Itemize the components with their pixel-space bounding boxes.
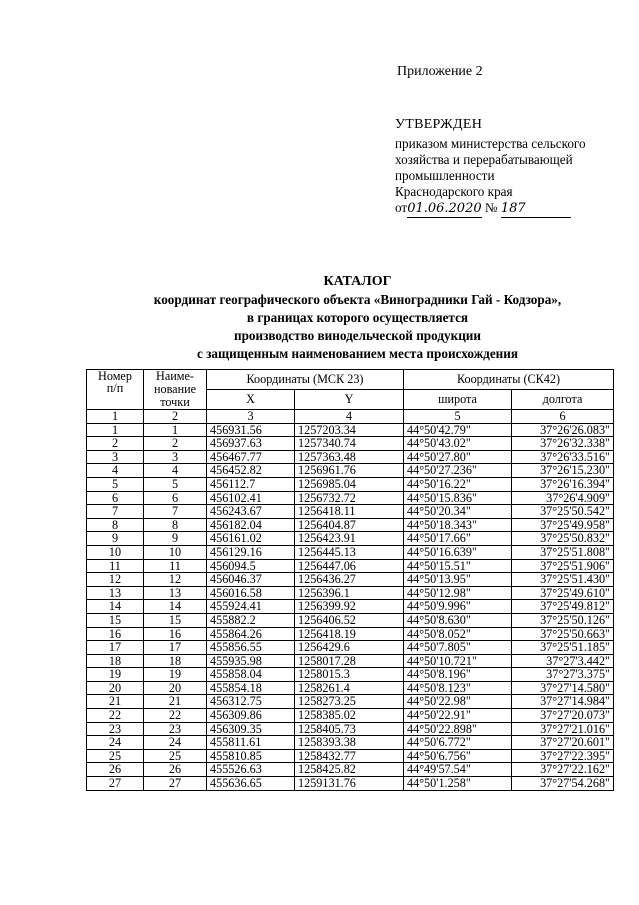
lon-cell: 37°26'16.394" — [512, 477, 614, 491]
number-prefix: № — [484, 200, 498, 215]
table-row — [87, 437, 614, 451]
point-name-cell: 1 — [144, 423, 207, 437]
y-cell: 1258432.77 — [295, 749, 404, 763]
lon-cell: 37°25'50.542" — [512, 505, 614, 519]
lon-cell: 37°27'3.442" — [512, 654, 614, 668]
lon-cell: 37°25'50.832" — [512, 532, 614, 546]
index-cell: 3 — [207, 410, 295, 424]
table-row — [87, 681, 614, 695]
lon-cell: 37°26'15.230" — [512, 464, 614, 478]
point-name-cell: 21 — [144, 695, 207, 709]
lon-cell: 37°25'51.185" — [512, 641, 614, 655]
lat-cell: 44°50'13.95" — [404, 573, 512, 587]
lon-cell: 37°27'22.395" — [512, 749, 614, 763]
x-cell: 456094.5 — [207, 559, 295, 573]
header-lat: широта — [404, 390, 512, 410]
row-number-cell: 20 — [87, 681, 144, 695]
point-name-cell: 4 — [144, 464, 207, 478]
lon-cell: 37°25'51.430" — [512, 573, 614, 587]
y-cell: 1256404.87 — [295, 518, 404, 532]
row-number-cell: 24 — [87, 736, 144, 750]
table-row — [87, 464, 614, 478]
row-number-cell: 10 — [87, 545, 144, 559]
point-name-cell: 26 — [144, 763, 207, 777]
y-cell: 1258405.73 — [295, 722, 404, 736]
table-row — [87, 613, 614, 627]
y-cell: 1258385.02 — [295, 709, 404, 723]
lat-cell: 44°50'9.996" — [404, 600, 512, 614]
x-cell: 455864.26 — [207, 627, 295, 641]
table-row — [87, 586, 614, 600]
y-cell: 1256436.27 — [295, 573, 404, 587]
lat-cell: 44°50'22.898" — [404, 722, 512, 736]
lat-cell: 44°50'18.343" — [404, 518, 512, 532]
lat-cell: 44°50'12.98" — [404, 586, 512, 600]
y-cell: 1256445.13 — [295, 545, 404, 559]
point-name-cell: 25 — [144, 749, 207, 763]
x-cell: 456243.67 — [207, 505, 295, 519]
row-number-cell: 16 — [87, 627, 144, 641]
x-cell: 455854.18 — [207, 681, 295, 695]
lon-cell: 37°27'21.016" — [512, 722, 614, 736]
row-number-cell: 14 — [87, 600, 144, 614]
table-index-row — [87, 410, 614, 424]
row-number-cell: 23 — [87, 722, 144, 736]
table-row — [87, 477, 614, 491]
y-cell: 1256985.04 — [295, 477, 404, 491]
y-cell: 1257203.34 — [295, 423, 404, 437]
point-name-cell: 22 — [144, 709, 207, 723]
table-row — [87, 641, 614, 655]
y-cell: 1256732.72 — [295, 491, 404, 505]
header-number: Номер п/п — [87, 370, 144, 410]
approval-line: хозяйства и перерабатывающей — [395, 152, 573, 167]
lat-cell: 44°50'22.98" — [404, 695, 512, 709]
point-name-cell: 9 — [144, 532, 207, 546]
row-number-cell: 13 — [87, 586, 144, 600]
x-cell: 456046.37 — [207, 573, 295, 587]
table-row — [87, 736, 614, 750]
table-row — [87, 423, 614, 437]
lat-cell: 44°50'15.51" — [404, 559, 512, 573]
lat-cell: 44°50'17.66" — [404, 532, 512, 546]
row-number-cell: 25 — [87, 749, 144, 763]
lon-cell: 37°27'14.984" — [512, 695, 614, 709]
point-name-cell: 20 — [144, 681, 207, 695]
x-cell: 456161.02 — [207, 532, 295, 546]
row-number-cell: 18 — [87, 654, 144, 668]
row-number-cell: 3 — [87, 450, 144, 464]
row-number-cell: 17 — [87, 641, 144, 655]
x-cell: 456467.77 — [207, 450, 295, 464]
point-name-cell: 14 — [144, 600, 207, 614]
lat-cell: 44°50'8.196" — [404, 668, 512, 682]
row-number-cell: 8 — [87, 518, 144, 532]
y-cell: 1256418.11 — [295, 505, 404, 519]
table-header-row — [87, 370, 614, 390]
table-row — [87, 600, 614, 614]
x-cell: 455882.2 — [207, 613, 295, 627]
index-cell: 2 — [144, 410, 207, 424]
header-msk23: Координаты (МСК 23) — [207, 370, 404, 390]
table-row — [87, 559, 614, 573]
point-name-cell: 17 — [144, 641, 207, 655]
title-line: производство винодельческой продукции — [233, 328, 482, 343]
lat-cell: 44°50'10.721" — [404, 654, 512, 668]
approval-number: 187 — [500, 201, 526, 216]
x-cell: 456016.58 — [207, 586, 295, 600]
x-cell: 456112.7 — [207, 477, 295, 491]
x-cell: 455856.55 — [207, 641, 295, 655]
point-name-cell: 7 — [144, 505, 207, 519]
y-cell: 1256429.6 — [295, 641, 404, 655]
x-cell: 455924.41 — [207, 600, 295, 614]
table-row — [87, 668, 614, 682]
row-number-cell: 2 — [87, 437, 144, 451]
y-cell: 1258017.28 — [295, 654, 404, 668]
lat-cell: 44°49'57.54" — [404, 763, 512, 777]
row-number-cell: 26 — [87, 763, 144, 777]
x-cell: 455526.63 — [207, 763, 295, 777]
title-line: в границах которого осуществляется — [246, 310, 469, 325]
lat-cell: 44°50'20.34" — [404, 505, 512, 519]
lat-cell: 44°50'6.772" — [404, 736, 512, 750]
table-row — [87, 505, 614, 519]
index-cell: 5 — [404, 410, 512, 424]
x-cell: 456452.82 — [207, 464, 295, 478]
table-row — [87, 518, 614, 532]
header-x: X — [207, 390, 295, 410]
row-number-cell: 21 — [87, 695, 144, 709]
y-cell: 1258015.3 — [295, 668, 404, 682]
y-cell: 1259131.76 — [295, 777, 404, 791]
row-number-cell: 12 — [87, 573, 144, 587]
point-name-cell: 18 — [144, 654, 207, 668]
coordinates-table — [86, 369, 614, 791]
index-cell: 1 — [87, 410, 144, 424]
lat-cell: 44°50'27.80" — [404, 450, 512, 464]
lon-cell: 37°27'54.268" — [512, 777, 614, 791]
y-cell: 1256961.76 — [295, 464, 404, 478]
y-cell: 1256423.91 — [295, 532, 404, 546]
y-cell: 1258273.25 — [295, 695, 404, 709]
lon-cell: 37°27'14.580" — [512, 681, 614, 695]
approval-heading: УТВЕРЖДЕН — [395, 117, 483, 132]
lon-cell: 37°26'32.338" — [512, 437, 614, 451]
title-line: КАТАЛОГ — [323, 274, 392, 289]
point-name-cell: 8 — [144, 518, 207, 532]
index-cell: 4 — [295, 410, 404, 424]
row-number-cell: 27 — [87, 777, 144, 791]
point-name-cell: 27 — [144, 777, 207, 791]
point-name-cell: 19 — [144, 668, 207, 682]
lon-cell: 37°27'22.162" — [512, 763, 614, 777]
row-number-cell: 15 — [87, 613, 144, 627]
lat-cell: 44°50'6.756" — [404, 749, 512, 763]
x-cell: 455810.85 — [207, 749, 295, 763]
header-point-name: Наиме- нование точки — [144, 370, 207, 410]
lon-cell: 37°25'49.610" — [512, 586, 614, 600]
lon-cell: 37°27'3.375" — [512, 668, 614, 682]
approval-date-number — [395, 200, 630, 218]
x-cell: 455811.61 — [207, 736, 295, 750]
y-cell: 1258425.82 — [295, 763, 404, 777]
x-cell: 456309.86 — [207, 709, 295, 723]
lon-cell: 37°27'20.601" — [512, 736, 614, 750]
lon-cell: 37°26'33.516" — [512, 450, 614, 464]
table-row — [87, 709, 614, 723]
table-row — [87, 749, 614, 763]
x-cell: 456309.35 — [207, 722, 295, 736]
lat-cell: 44°50'15.836" — [404, 491, 512, 505]
header-y: Y — [295, 390, 404, 410]
y-cell: 1256447.06 — [295, 559, 404, 573]
point-name-cell: 15 — [144, 613, 207, 627]
y-cell: 1256406.52 — [295, 613, 404, 627]
point-name-cell: 12 — [144, 573, 207, 587]
table-row — [87, 722, 614, 736]
approval-date: 01.06.2020 — [407, 201, 482, 216]
x-cell: 456182.04 — [207, 518, 295, 532]
table-row — [87, 654, 614, 668]
y-cell: 1258393.38 — [295, 736, 404, 750]
table-row — [87, 763, 614, 777]
table-row — [87, 573, 614, 587]
point-name-cell: 10 — [144, 545, 207, 559]
table-row — [87, 491, 614, 505]
approval-line: Краснодарского края — [395, 184, 513, 199]
lon-cell: 37°25'49.812" — [512, 600, 614, 614]
point-name-cell: 5 — [144, 477, 207, 491]
x-cell: 456312.75 — [207, 695, 295, 709]
x-cell: 455935.98 — [207, 654, 295, 668]
row-number-cell: 4 — [87, 464, 144, 478]
x-cell: 455858.04 — [207, 668, 295, 682]
appendix-label: Приложение 2 — [397, 64, 483, 79]
y-cell: 1256396.1 — [295, 586, 404, 600]
row-number-cell: 5 — [87, 477, 144, 491]
lon-cell: 37°26'26.083" — [512, 423, 614, 437]
title-line: координат географического объекта «Виноградники Гай - Кодзора», — [153, 292, 562, 307]
approval-line: приказом министерства сельского — [395, 136, 586, 151]
y-cell: 1258261.4 — [295, 681, 404, 695]
point-name-cell: 13 — [144, 586, 207, 600]
lat-cell: 44°50'27.236" — [404, 464, 512, 478]
point-name-cell: 2 — [144, 437, 207, 451]
lat-cell: 44°50'22.91" — [404, 709, 512, 723]
point-name-cell: 23 — [144, 722, 207, 736]
lon-cell: 37°26'4.909" — [512, 491, 614, 505]
y-cell: 1256418.19 — [295, 627, 404, 641]
lon-cell: 37°25'51.906" — [512, 559, 614, 573]
table-row — [87, 777, 614, 791]
x-cell: 456937.63 — [207, 437, 295, 451]
row-number-cell: 11 — [87, 559, 144, 573]
y-cell: 1257363.48 — [295, 450, 404, 464]
lon-cell: 37°27'20.073" — [512, 709, 614, 723]
x-cell: 456931.56 — [207, 423, 295, 437]
lon-cell: 37°25'51.808" — [512, 545, 614, 559]
table-row — [87, 545, 614, 559]
approval-block — [395, 117, 630, 218]
header-sk42: Координаты (СК42) — [404, 370, 614, 390]
table-row — [87, 532, 614, 546]
approval-line: промышленности — [395, 168, 495, 183]
row-number-cell: 19 — [87, 668, 144, 682]
point-name-cell: 11 — [144, 559, 207, 573]
x-cell: 455636.65 — [207, 777, 295, 791]
x-cell: 456102.41 — [207, 491, 295, 505]
index-cell: 6 — [512, 410, 614, 424]
row-number-cell: 6 — [87, 491, 144, 505]
header-lon: долгота — [512, 390, 614, 410]
point-name-cell: 6 — [144, 491, 207, 505]
y-cell: 1256399.92 — [295, 600, 404, 614]
y-cell: 1257340.74 — [295, 437, 404, 451]
x-cell: 456129.16 — [207, 545, 295, 559]
row-number-cell: 7 — [87, 505, 144, 519]
lat-cell: 44°50'42.79" — [404, 423, 512, 437]
table-row — [87, 695, 614, 709]
lat-cell: 44°50'8.630" — [404, 613, 512, 627]
point-name-cell: 16 — [144, 627, 207, 641]
point-name-cell: 3 — [144, 450, 207, 464]
row-number-cell: 9 — [87, 532, 144, 546]
point-name-cell: 24 — [144, 736, 207, 750]
lon-cell: 37°25'50.126" — [512, 613, 614, 627]
lat-cell: 44°50'1.258" — [404, 777, 512, 791]
table-row — [87, 627, 614, 641]
row-number-cell: 1 — [87, 423, 144, 437]
catalog-title — [80, 273, 635, 363]
lat-cell: 44°50'8.052" — [404, 627, 512, 641]
lon-cell: 37°25'49.958" — [512, 518, 614, 532]
lat-cell: 44°50'16.22" — [404, 477, 512, 491]
table-row — [87, 450, 614, 464]
date-prefix: от — [395, 200, 408, 215]
title-line: с защищенным наименованием места происхождения — [196, 346, 519, 361]
lon-cell: 37°25'50.663" — [512, 627, 614, 641]
lat-cell: 44°50'43.02" — [404, 437, 512, 451]
lat-cell: 44°50'16.639" — [404, 545, 512, 559]
lat-cell: 44°50'7.805" — [404, 641, 512, 655]
row-number-cell: 22 — [87, 709, 144, 723]
lat-cell: 44°50'8.123" — [404, 681, 512, 695]
